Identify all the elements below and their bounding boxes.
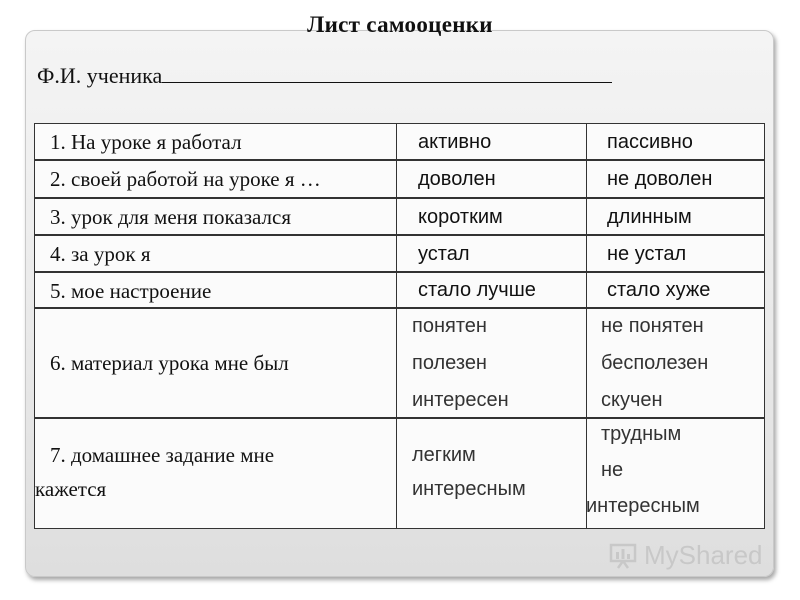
column-divider — [586, 161, 587, 197]
table-row — [34, 123, 765, 160]
row-statement: кажется — [35, 477, 107, 501]
answer-option[interactable]: стало лучше — [418, 279, 536, 301]
row-statement: 5. мое настроение — [50, 279, 212, 303]
table-row — [34, 198, 765, 235]
column-divider — [396, 273, 397, 307]
table-row — [34, 160, 765, 198]
answer-option[interactable]: доволен — [418, 168, 496, 190]
table-row — [34, 272, 765, 308]
student-name-line — [37, 63, 612, 89]
answer-option[interactable]: трудным — [601, 423, 682, 445]
column-divider — [586, 309, 587, 417]
answer-option[interactable]: стало хуже — [607, 279, 711, 301]
column-divider — [396, 236, 397, 271]
chart-board-icon — [608, 540, 638, 570]
column-divider — [396, 161, 397, 197]
column-divider — [586, 199, 587, 234]
answer-option[interactable]: устал — [418, 243, 470, 265]
column-divider — [396, 199, 397, 234]
table-row — [34, 308, 765, 418]
watermark-text: MyShared — [644, 539, 763, 570]
answer-option[interactable]: бесполезен — [601, 352, 709, 374]
answer-option[interactable]: коротким — [418, 206, 503, 228]
answer-option[interactable]: не понятен — [601, 315, 704, 337]
self-assessment-table — [34, 123, 765, 529]
student-name-blank[interactable] — [162, 64, 612, 83]
column-divider — [586, 236, 587, 271]
myshared-watermark — [608, 538, 778, 572]
answer-option[interactable]: интересным — [412, 478, 526, 500]
column-divider — [396, 309, 397, 417]
page-title: Лист самооценки — [307, 12, 493, 37]
answer-option[interactable]: скучен — [601, 389, 663, 411]
answer-option[interactable]: легким — [412, 444, 476, 466]
table-row — [34, 235, 765, 272]
answer-option[interactable]: не — [601, 459, 624, 481]
row-statement: 6. материал урока мне был — [50, 351, 289, 375]
answer-option[interactable]: интересен — [412, 389, 509, 411]
answer-option[interactable]: пассивно — [607, 131, 693, 153]
answer-option[interactable]: интересным — [586, 495, 700, 517]
answer-option[interactable]: не доволен — [607, 168, 713, 190]
answer-option[interactable]: полезен — [412, 352, 487, 374]
column-divider — [586, 273, 587, 307]
answer-option[interactable]: понятен — [412, 315, 487, 337]
table-row — [34, 418, 765, 529]
column-divider — [586, 124, 587, 159]
row-statement: 3. урок для меня показался — [50, 205, 291, 229]
student-name-label: Ф.И. ученика — [37, 63, 163, 88]
answer-option[interactable]: активно — [418, 131, 492, 153]
row-statement: 1. На уроке я работал — [50, 130, 242, 154]
answer-option[interactable]: не устал — [607, 243, 687, 265]
answer-option[interactable]: длинным — [607, 206, 692, 228]
row-statement: 7. домашнее задание мне — [50, 443, 275, 467]
row-statement: 2. своей работой на уроке я … — [50, 167, 321, 191]
column-divider — [396, 419, 397, 528]
column-divider — [396, 124, 397, 159]
row-statement: 4. за урок я — [50, 242, 151, 266]
